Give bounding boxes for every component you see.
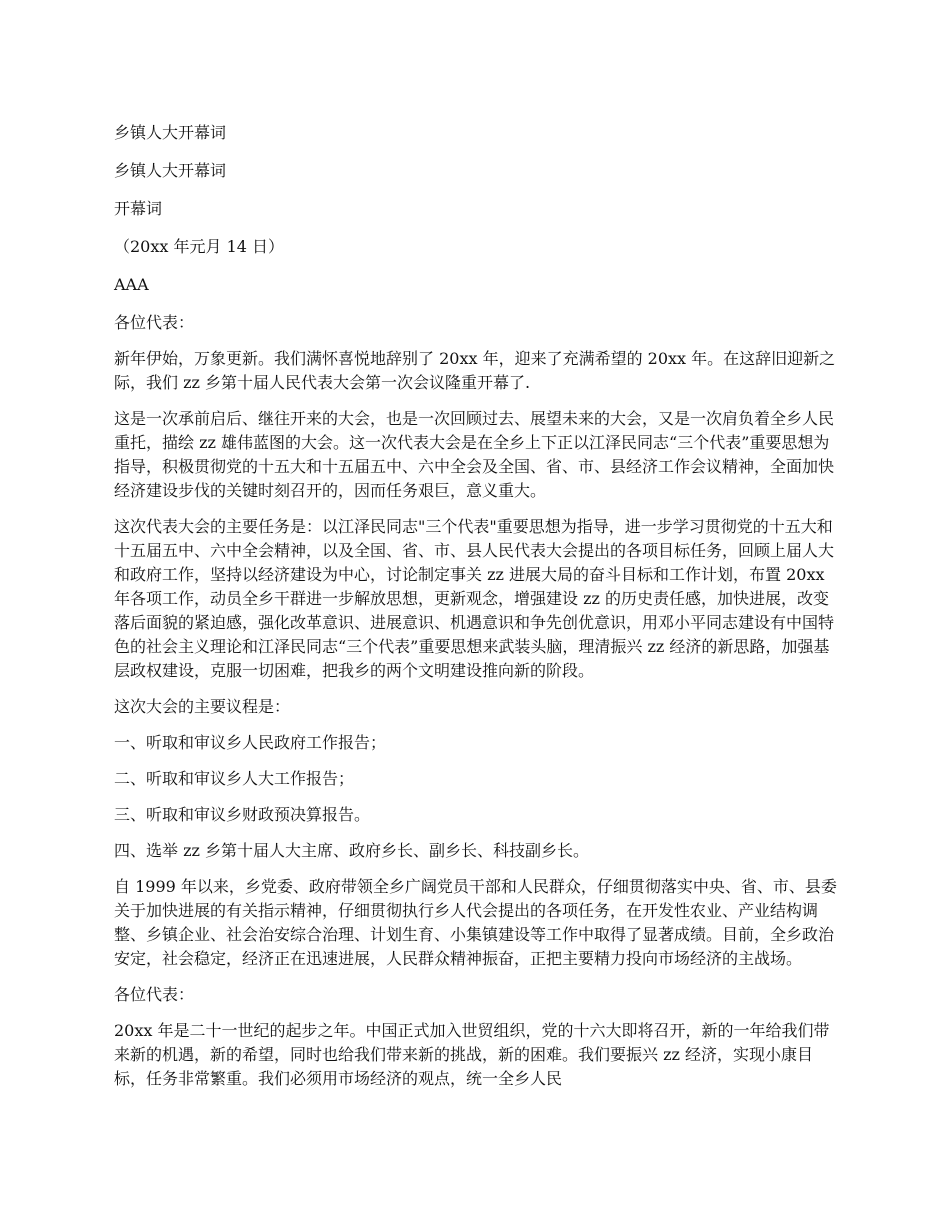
document-speaker: AAA <box>114 275 149 294</box>
paragraph-salutation: 各位代表： <box>114 313 195 332</box>
document-title: 乡镇人大开幕词 <box>114 123 227 142</box>
document-date: （20xx 年元月 14 日） <box>114 237 285 256</box>
paragraph: 20xx 年是二十一世纪的起步之年。中国正式加入世贸组织，党的十六大即将召开，新的一年给我们带来新的机遇，新的希望，同时也给我们带来新的挑战，新的困难。我们要振兴 zz 经济，实现小康目标，任务非常繁重。我们必须用市场经济的观点，统一全乡人民 <box>114 1021 830 1088</box>
agenda-item: 四、选举 zz 乡第十届人大主席、政府乡长、副乡长、科技副乡长。 <box>114 841 590 860</box>
paragraph-salutation: 各位代表： <box>114 985 195 1004</box>
agenda-item: 一、听取和审议乡人民政府工作报告； <box>114 733 387 752</box>
paragraph: 这次代表大会的主要任务是：以江泽民同志"三个代表"重要思想为指导，进一步学习贯彻党的十五大和十五届五中、六中全会精神，以及全国、省、市、县人民代表大会提出的各项目标任务，回顾上届人大和政府工作，坚持以经济建设为中心，讨论制定事关 zz 进展大局的奋斗目标和工作计划，布置 20xx 年各项工作，动员全乡干群进一步解放思想，更新观念，增强建设 zz 的历史责任感，加快进展，改变落后面貌的紧迫感，强化改革意识、进展意识、机遇意识和争先创优意识，用邓小平同志建设有中国特色的社会主义理论和江泽民同志“三个代表”重要思想来武装头脑，理清振兴 zz 经济的新思路，加强基层政权建设，克服一切困难，把我乡的两个文明建设推向新的阶段。 <box>114 517 835 680</box>
document-subtitle: 乡镇人大开幕词 <box>114 161 227 180</box>
document-body <box>114 121 840 1103</box>
paragraph: 这次大会的主要议程是： <box>114 697 291 716</box>
paragraph: 这是一次承前启后、继往开来的大会，也是一次回顾过去、展望未来的大会，又是一次肩负着全乡人民重托，描绘 zz 雄伟蓝图的大会。这一次代表大会是在全乡上下正以江泽民同志“三个代表”重要思想为指导，积极贯彻党的十五大和十五届五中、六中全会及全国、省、市、县经济工作会议精神，全面加快经济建设步伐的关键时刻召开的，因而任务艰巨，意义重大。 <box>114 409 835 500</box>
paragraph: 新年伊始，万象更新。我们满怀喜悦地辞别了 20xx 年，迎来了充满希望的 20xx 年。在这辞旧迎新之际，我们 zz 乡第十届人民代表大会第一次会议隆重开幕了. <box>114 349 836 392</box>
agenda-item: 二、听取和审议乡人大工作报告； <box>114 769 355 788</box>
paragraph: 自 1999 年以来，乡党委、政府带领全乡广阔党员干部和人民群众，仔细贯彻落实中央、省、市、县委关于加快进展的有关指示精神，仔细贯彻执行乡人代会提出的各项任务，在开发性农业、产业结构调整、乡镇企业、社会治安综合治理、计划生育、小集镇建设等工作中取得了显著成绩。目前，全乡政治安定，社会稳定，经济正在迅速进展，人民群众精神振奋，正把主要精力投向市场经济的主战场。 <box>114 877 837 968</box>
agenda-item: 三、听取和审议乡财政预决算报告。 <box>114 805 371 824</box>
document-heading: 开幕词 <box>114 199 163 218</box>
